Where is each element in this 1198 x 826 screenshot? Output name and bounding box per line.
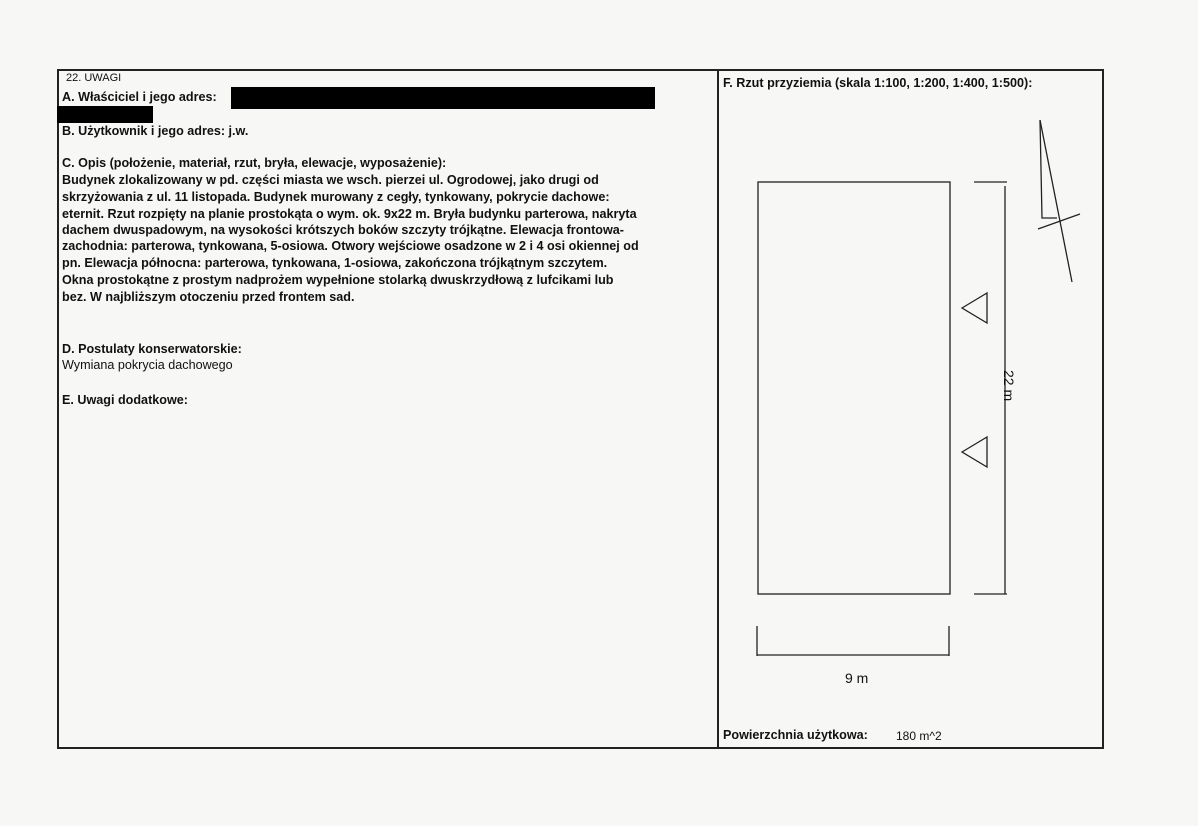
entrance-marker-icon	[962, 437, 987, 467]
description-label: C. Opis (położenie, materiał, rzut, bryła, elewacje, wyposażenie):	[62, 156, 447, 170]
area-label: Powierzchnia użytkowa:	[723, 728, 868, 742]
building-outline	[758, 182, 950, 594]
north-arrow-icon	[1038, 120, 1080, 282]
user-label: B. Użytkownik i jego adres: j.w.	[62, 124, 249, 138]
description-line: bez. W najbliższym otoczeniu przed frontem sad.	[62, 290, 355, 304]
entrance-marker-icon	[962, 293, 987, 323]
description-line: Okna prostokątne z prostym nadprożem wypełnione stolarką dwuskrzydłową z lufcikami lub	[62, 273, 614, 287]
floor-plan-drawing	[720, 100, 1100, 660]
section-number: 22. UWAGI	[66, 72, 122, 84]
length-dimension-label: 22 m	[1001, 370, 1017, 402]
postulates-label: D. Postulaty konserwatorskie:	[62, 342, 242, 356]
description-line: skrzyżowania z ul. 11 listopada. Budynek murowany z cegły, tynkowany, pokrycie dachowe:	[62, 190, 610, 204]
description-line: pn. Elewacja północna: parterowa, tynkowana, 1-osiowa, zakończona trójkątnym szczytem.	[62, 256, 608, 270]
width-dimension-label: 9 m	[845, 670, 869, 686]
postulates-text: Wymiana pokrycia dachowego	[62, 358, 233, 372]
owner-label: A. Właściciel i jego adres:	[62, 90, 217, 104]
description-line: eternit. Rzut rozpięty na planie prostokąta o wym. ok. 9x22 m. Bryła budynku parterowa, nakryta	[62, 207, 637, 221]
plan-title: F. Rzut przyziemia (skala 1:100, 1:200, 1:400, 1:500):	[723, 76, 1033, 90]
description-line: zachodnia: parterowa, tynkowana, 5-osiowa. Otwory wejściowe osadzone w 2 i 4 osi okiennej od	[62, 239, 639, 253]
description-line: Budynek zlokalizowany w pd. części miasta we wsch. pierzei ul. Ogrodowej, jako drugi od	[62, 173, 599, 187]
description-line: dachem dwuspadowym, na wysokości krótszych boków szczyty trójkątne. Elewacja frontowa-	[62, 223, 624, 237]
area-value: 180 m^2	[896, 729, 942, 743]
owner-redaction	[231, 87, 655, 109]
column-divider	[717, 69, 719, 749]
remarks-label: E. Uwagi dodatkowe:	[62, 393, 188, 407]
owner-redaction-2	[57, 106, 153, 123]
